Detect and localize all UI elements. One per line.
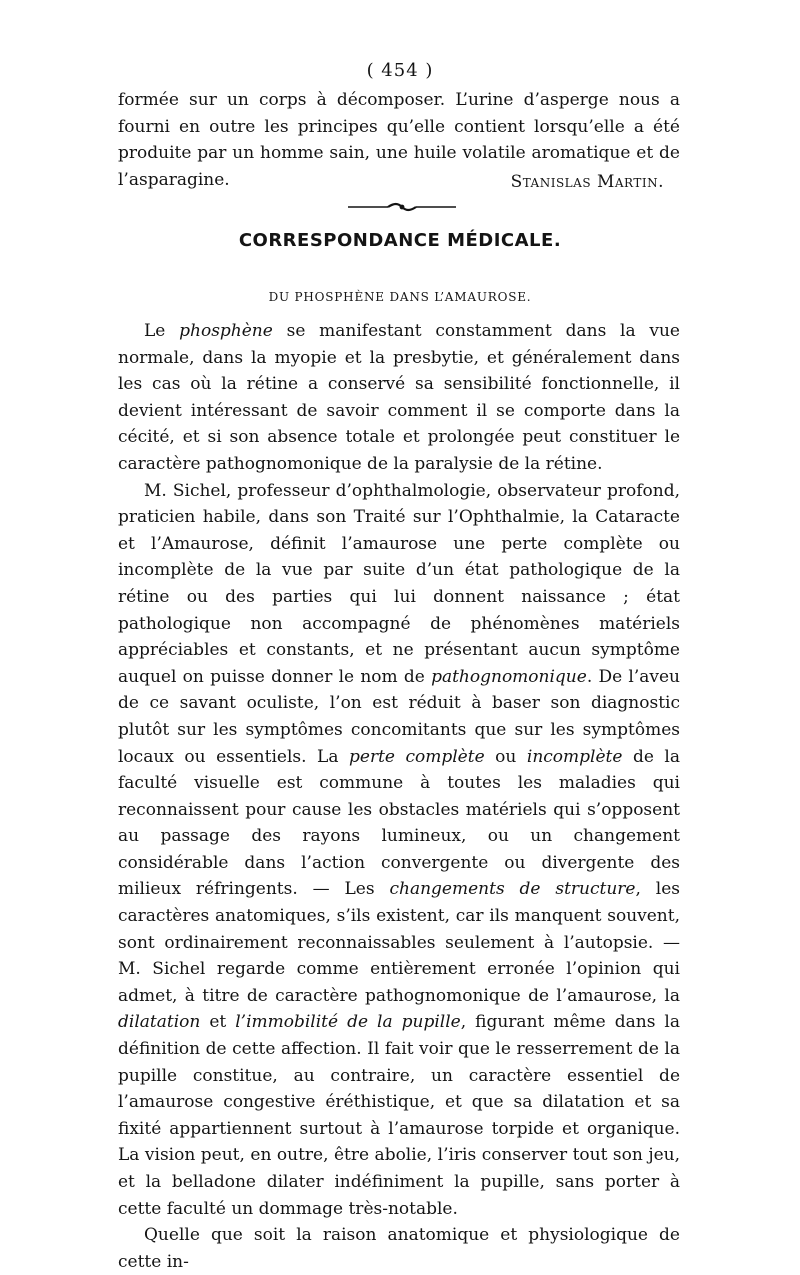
paragraph-1-text-b: se manifestant constamment dans la vue normale, dans la myopie et la presbytie, et généralement dans les cas où la rétine a conservé sa sensibilité fonctionnelle, il devient intéressant de savoir comment il se comporte dans la cécité, et si son absence totale et prolongée peut constituer le caractère pathognomonique de la paralysie de la rétine. bbox=[118, 321, 680, 474]
author-signature: Stanislas Martin. bbox=[510, 172, 664, 192]
paragraph-2-text-e: , les caractères anatomiques, s’ils existent, car ils manquent souvent, sont ordinairement reconnaissables seulement à l’autopsie. — M. Sichel regarde comme entièrement erronée l’opinion qui admet, à titre de caractère pathognomonique de l’amaurose, la bbox=[118, 879, 681, 1006]
paragraph-2-text-b: . De l’aveu de ce savant oculiste, l’on est réduit à baser son diagnostic plutôt sur les symptômes concomitants que sur les symptômes locaux ou essentiels. La bbox=[118, 666, 680, 767]
paragraph-1 bbox=[118, 318, 680, 478]
section-title: CORRESPONDANCE MÉDICALE. bbox=[238, 230, 562, 251]
paragraph-2-emphasis-f: l’immobilité de la pupille bbox=[235, 1012, 461, 1033]
ornament-divider bbox=[348, 200, 456, 214]
paragraph-2-text-f: et bbox=[200, 1012, 236, 1033]
paragraph-2 bbox=[118, 478, 680, 1223]
paragraph-3: Quelle que soit la raison anatomique et physiologique de cette in- bbox=[118, 1225, 680, 1272]
paragraph-2-emphasis-b: perte complète bbox=[349, 746, 485, 767]
paragraph-1-text-a: Le bbox=[144, 321, 180, 341]
paragraph-2-emphasis-d: changements de structure bbox=[389, 879, 636, 900]
article-subtitle: DU PHOSPHÈNE DANS L’AMAUROSE. bbox=[268, 290, 532, 304]
paragraph-2-emphasis-c: incomplète bbox=[526, 746, 623, 767]
paragraph-2-text-c: ou bbox=[484, 746, 527, 767]
paragraph-2-emphasis-a: pathognomonique bbox=[431, 666, 587, 687]
paragraph-2-text-a: M. Sichel, professeur d’ophthalmologie, observateur profond, praticien habile, dans son Traité sur l’Ophthalmie, la Cataracte et l’Amaurose, définit l’amaurose une perte complète ou incomplète de la vue par suite d’un état pathologique de la rétine ou des parties qui lui donnent naissance ; état pathologique non accompagné de phénomènes matériels appréciables et constants, et ne présentant aucun symptôme auquel on puisse donner le nom de bbox=[118, 480, 680, 687]
paragraph-2-emphasis-e: dilatation bbox=[118, 1012, 201, 1033]
article-body bbox=[118, 318, 680, 1275]
intro-text: formée sur un corps à décomposer. L’urine d’asperge nous a fourni en outre les principes qu’elle contient lorsqu’elle a été produite par un homme sain, une huile volatile aromatique et de l’asparagine. bbox=[118, 90, 680, 190]
paragraph-2-text-d: de la faculté visuelle est commune à toutes les maladies qui reconnaissent pour cause les obstacles matériels qui s’opposent au passage des rayons lumineux, ou un changement considérable dans l’action convergente ou divergente des milieux réfringents. — Les bbox=[118, 746, 681, 900]
paragraph-1-emphasis: phosphène bbox=[179, 321, 273, 341]
paragraph-2-text-g: , figurant même dans la définition de cette affection. Il fait voir que le resserrement de la pupille constitue, au contraire, un caractère essentiel de l’amaurose congestive éréthistique, et que sa dilatation et sa fixité appartiennent surtout à l’amaurose torpide et organique. La vision peut, en outre, être abolie, l’iris conserver tout son jeu, et la belladone dilater indéfiniment la pupille, sans porter à cette faculté un dommage très-notable. bbox=[118, 1012, 681, 1219]
page-number: ( 454 ) bbox=[366, 60, 434, 81]
